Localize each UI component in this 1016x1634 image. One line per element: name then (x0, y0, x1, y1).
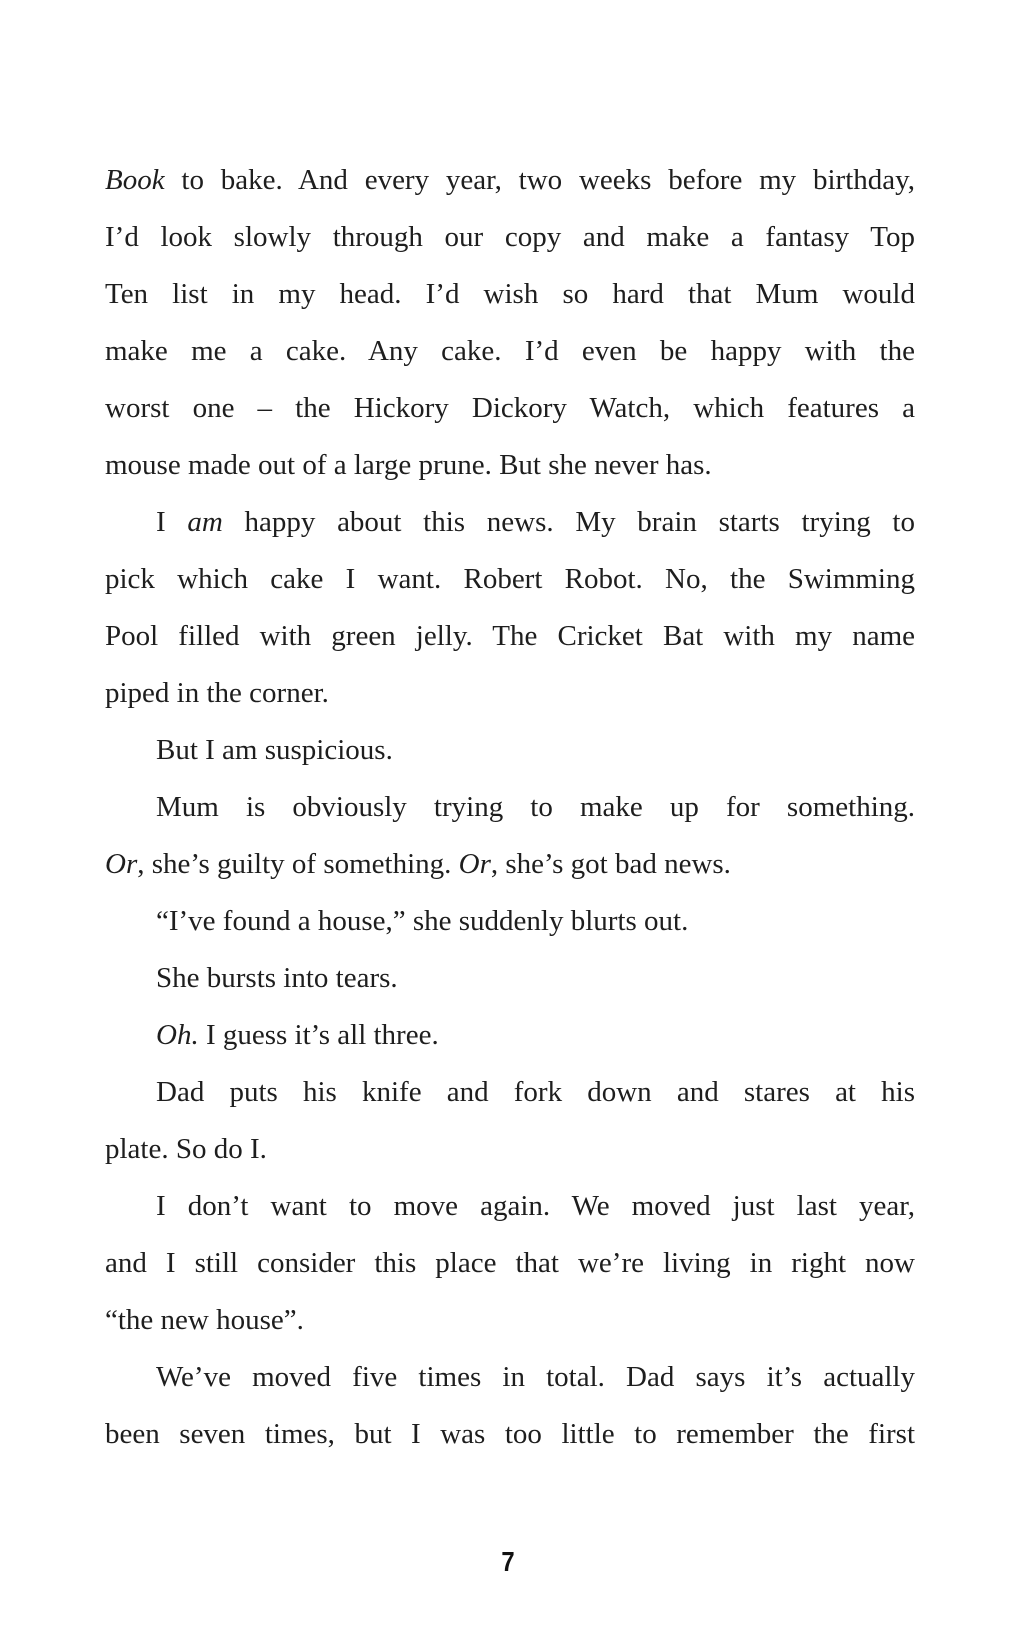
text-run: Ten list in my head. I’d wish so hard that Mum would (105, 278, 915, 310)
text-run: pick which cake I want. Robert Robot. No, the Swimming (105, 563, 915, 595)
paragraph (105, 1007, 915, 1064)
text-run: make me a cake. Any cake. I’d even be happy with the (105, 335, 915, 367)
text-run: “I’ve found a house,” she suddenly blurts out. (156, 905, 689, 937)
text-run: piped in the corner. (105, 677, 329, 709)
text-run: worst one – the Hickory Dickory Watch, which features a (105, 392, 915, 424)
paragraph (105, 722, 915, 779)
paragraph (105, 893, 915, 950)
text-run: We’ve moved five times in total. Dad says it’s actually (156, 1361, 915, 1393)
paragraph (105, 1064, 915, 1178)
text-run: mouse made out of a large prune. But she never has. (105, 449, 712, 481)
text-line (105, 1349, 915, 1406)
text-line (105, 323, 915, 380)
paragraph (105, 779, 915, 893)
italic-text: Book (105, 164, 165, 196)
text-line (105, 494, 915, 551)
text-run: “the new house”. (105, 1304, 304, 1336)
text-line (105, 1121, 915, 1178)
text-run: Mum is obviously trying to make up for something. (156, 791, 915, 823)
text-line (105, 266, 915, 323)
italic-text: Oh. (156, 1019, 199, 1051)
text-line (105, 209, 915, 266)
text-line (105, 722, 915, 779)
paragraph (105, 950, 915, 1007)
text-line (105, 152, 915, 209)
text-line (105, 836, 915, 893)
paragraph (105, 1349, 915, 1463)
text-line (105, 1406, 915, 1463)
page-number: 7 (501, 1546, 515, 1577)
text-line (105, 950, 915, 1007)
text-run: plate. So do I. (105, 1133, 267, 1165)
text-line (105, 1178, 915, 1235)
text-run: But I am suspicious. (156, 734, 393, 766)
text-line (105, 1007, 915, 1064)
text-run: Pool filled with green jelly. The Cricket Bat with my name (105, 620, 915, 652)
paragraph (105, 1178, 915, 1349)
text-run: to bake. And every year, two weeks before my birthday, (164, 164, 915, 196)
italic-text: Or (105, 848, 138, 880)
text-run: , she’s got bad news. (490, 848, 731, 880)
text-line (105, 1292, 915, 1349)
text-line (105, 779, 915, 836)
text-run: and I still consider this place that we’re living in right now (105, 1247, 915, 1279)
italic-text: Or (458, 848, 491, 880)
italic-text: am (187, 506, 223, 538)
text-run: Dad puts his knife and fork down and stares at his (156, 1076, 915, 1108)
text-line (105, 1064, 915, 1121)
text-run: I (156, 506, 188, 538)
text-line (105, 1235, 915, 1292)
text-run: She bursts into tears. (156, 962, 398, 994)
text-line (105, 380, 915, 437)
text-line (105, 437, 915, 494)
text-run: I guess it’s all three. (198, 1019, 439, 1051)
text-run: I’d look slowly through our copy and make a fantasy Top (105, 221, 915, 253)
paragraph (105, 494, 915, 722)
text-line (105, 893, 915, 950)
text-run: I don’t want to move again. We moved just last year, (156, 1190, 915, 1222)
text-run: been seven times, but I was too little to remember the first (105, 1418, 915, 1450)
text-line (105, 665, 915, 722)
text-line (105, 551, 915, 608)
text-run: happy about this news. My brain starts trying to (222, 506, 915, 538)
page-body-text (105, 152, 915, 1463)
text-run: , she’s guilty of something. (137, 848, 459, 880)
text-line (105, 608, 915, 665)
paragraph (105, 152, 915, 494)
